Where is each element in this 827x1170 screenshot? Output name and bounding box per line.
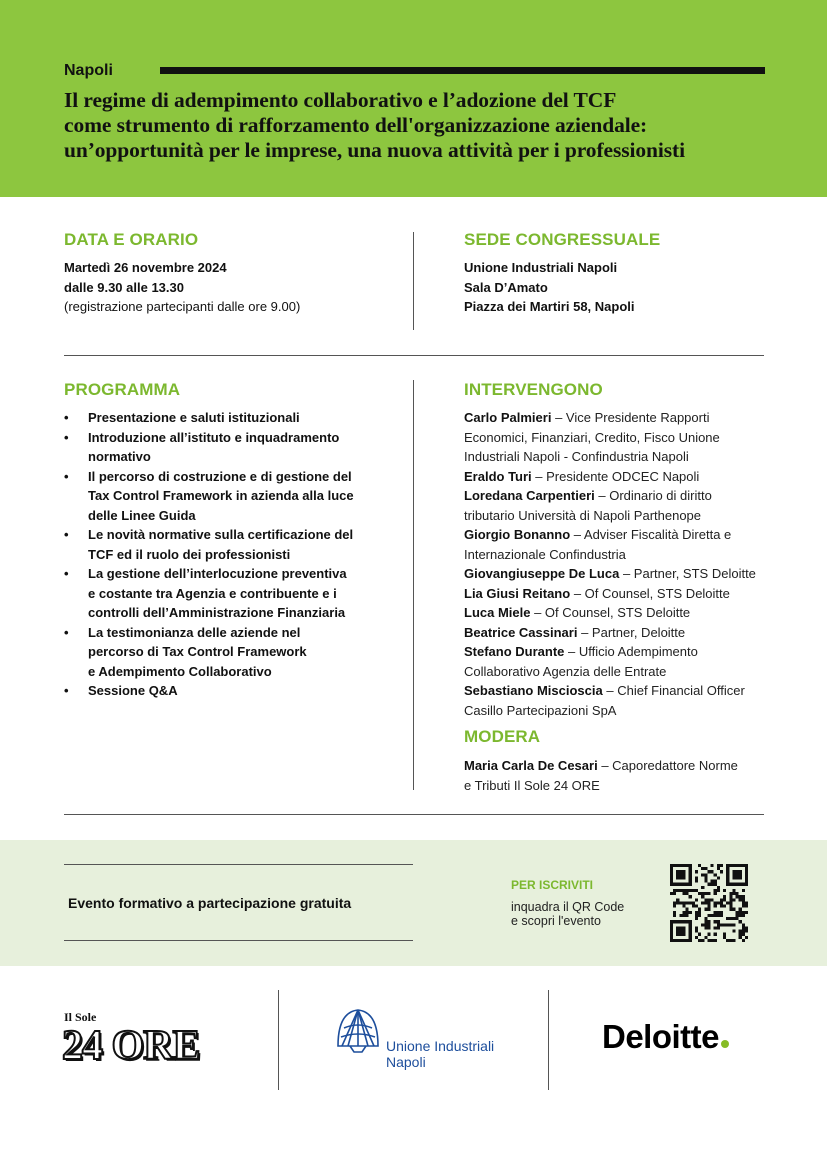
vertical-divider: [413, 232, 414, 330]
logo-divider: [278, 990, 279, 1090]
speaker-role: – Partner, Deloitte: [581, 624, 686, 640]
program-item-line: e costante tra Agenzia e contribuente e i: [88, 585, 337, 601]
title-line: Il regime di adempimento collaborativo e l’adozione del TCF: [64, 88, 617, 112]
speakers-section-title: INTERVENGONO: [464, 380, 603, 399]
speaker-entry: [464, 564, 784, 584]
speaker-role: – Of Counsel, STS Deloitte: [534, 605, 691, 620]
speaker-role: – Ufficio Adempimento: [568, 644, 698, 659]
program-item-line: controlli dell’Amministrazione Finanziaria: [88, 605, 346, 620]
title-line: un’opportunità per le imprese, una nuova attività per i professionisti: [64, 138, 685, 162]
deloitte-dot-icon: [721, 1040, 729, 1048]
program-item-line: Sessione Q&A: [88, 683, 178, 698]
program-item: [64, 623, 374, 682]
header-rule: [160, 67, 765, 74]
shell-emblem-icon: [334, 1006, 382, 1054]
program-item: [64, 525, 374, 564]
speaker-role-line: Internazionale Confindustria: [464, 546, 626, 562]
moderator-role-line: e Tributi Il Sole 24 ORE: [464, 777, 600, 793]
speaker-entry: [464, 486, 784, 525]
venue-line: Piazza dei Martiri 58, Napoli: [464, 299, 635, 314]
program-item-line: TCF ed il ruolo dei professionisti: [88, 546, 291, 562]
speaker-name: Loredana Carpentieri: [464, 488, 595, 503]
program-item-line: normativo: [88, 449, 151, 464]
register-title: PER ISCRIVITI: [511, 878, 594, 892]
register-instructions: [511, 900, 651, 928]
speaker-entry: [464, 525, 784, 564]
il-sole-24-ore-logo: [62, 1010, 232, 1072]
speakers-list: [464, 408, 784, 720]
program-item-line: Tax Control Framework in azienda alla luce: [88, 488, 354, 503]
speaker-entry: [464, 623, 784, 643]
sole-logo-big-text: 24 ORE: [62, 1023, 200, 1069]
header-band: [0, 0, 827, 197]
speaker-name: Stefano Durante: [464, 644, 565, 659]
ui-logo-line: Unione Industriali: [386, 1038, 495, 1054]
speaker-role: – Adviser Fiscalità Diretta e: [573, 527, 732, 542]
deloitte-logo-text: Deloitte: [602, 1018, 720, 1055]
speaker-role: – Chief Financial Officer: [606, 683, 745, 698]
qr-code-icon[interactable]: [670, 864, 748, 942]
speaker-role: – Of Counsel, STS Deloitte: [573, 585, 730, 601]
speaker-role: – Partner, STS Deloitte: [622, 566, 756, 581]
program-item-line: Presentazione e saluti istituzionali: [88, 410, 300, 425]
register-line: inquadra il QR Code: [511, 900, 625, 914]
speaker-role-line: Economici, Finanziari, Credito, Fisco Unione: [464, 429, 720, 445]
venue-info: [464, 258, 784, 317]
speaker-entry: [464, 642, 784, 681]
program-item-line: e Adempimento Collaborativo: [88, 663, 272, 679]
speaker-role: – Ordinario di diritto: [598, 488, 712, 503]
speaker-entry: [464, 408, 784, 467]
program-item-line: Le novità normative sulla certificazione del: [88, 527, 354, 542]
moderator-section-title: MODERA: [464, 727, 541, 746]
speaker-entry: [464, 603, 784, 623]
section-divider: [64, 355, 764, 356]
title-line: come strumento di rafforzamento dell'organizzazione aziendale:: [64, 113, 648, 137]
program-item-line: La gestione dell’interlocuzione preventiva: [88, 566, 347, 581]
program-item: [64, 467, 374, 526]
bullet-icon: •: [64, 683, 69, 698]
speaker-role-line: tributario Università di Napoli Parthenope: [464, 507, 702, 523]
speaker-name: Beatrice Cassinari: [464, 624, 578, 640]
register-line: e scopri l'evento: [511, 914, 601, 928]
speaker-role: – Vice Presidente Rapporti: [555, 410, 710, 425]
program-item-line: delle Linee Guida: [88, 507, 196, 523]
moderator-name: Maria Carla De Cesari: [464, 758, 598, 773]
program-item: [64, 564, 374, 623]
section-divider: [64, 814, 764, 815]
date-section-title: DATA E ORARIO: [64, 230, 199, 249]
speaker-role-line: Industriali Napoli - Confindustria Napoli: [464, 449, 689, 464]
footer-rule: [64, 864, 413, 865]
date-info: [64, 258, 394, 317]
vertical-divider: [413, 380, 414, 790]
bullet-icon: •: [64, 410, 69, 425]
venue-section-title: SEDE CONGRESSUALE: [464, 230, 661, 249]
program-list: [64, 408, 374, 701]
speaker-name: Sebastiano Miscioscia: [464, 683, 603, 698]
speaker-role: – Presidente ODCEC Napoli: [535, 468, 700, 484]
bullet-icon: •: [64, 624, 69, 640]
bullet-icon: •: [64, 429, 69, 445]
program-item-line: Il percorso di costruzione e di gestione del: [88, 468, 352, 484]
program-item-line: Introduzione all’istituto e inquadramento: [88, 429, 340, 445]
speaker-name: Giorgio Bonanno: [464, 527, 571, 542]
sole-logo-small-text: Il Sole: [64, 1010, 97, 1024]
speaker-name: Carlo Palmieri: [464, 410, 552, 425]
program-item: [64, 428, 374, 467]
program-item: [64, 681, 374, 701]
speaker-role-line: Collaborativo Agenzia delle Entrate: [464, 663, 667, 679]
footer-rule: [64, 940, 413, 941]
logo-divider: [548, 990, 549, 1090]
city-label: Napoli: [64, 62, 113, 79]
event-time: dalle 9.30 alle 13.30: [64, 279, 184, 295]
speaker-name: Eraldo Turi: [464, 468, 532, 484]
free-event-label: Evento formativo a partecipazione gratuita: [68, 895, 352, 911]
bullet-icon: •: [64, 566, 69, 581]
speaker-role-line: Casillo Partecipazioni SpA: [464, 702, 617, 718]
program-item-line: La testimonianza delle aziende nel: [88, 624, 301, 640]
program-item: [64, 408, 374, 428]
speaker-name: Giovangiuseppe De Luca: [464, 566, 620, 581]
bullet-icon: •: [64, 468, 69, 484]
speaker-name: Lia Giusi Reitano: [464, 585, 571, 601]
speaker-entry: [464, 681, 784, 720]
speaker-entry: [464, 584, 784, 604]
bullet-icon: •: [64, 527, 69, 542]
event-date: Martedì 26 novembre 2024: [64, 260, 227, 275]
speaker-name: Luca Miele: [464, 605, 531, 620]
deloitte-logo: [602, 1018, 729, 1056]
program-item-line: percorso di Tax Control Framework: [88, 644, 307, 659]
moderator-info: [464, 756, 774, 795]
moderator-role: – Caporedattore Norme: [601, 758, 738, 773]
ui-logo-line: Napoli: [386, 1054, 426, 1070]
venue-line: Sala D’Amato: [464, 279, 548, 295]
program-section-title: PROGRAMMA: [64, 380, 181, 399]
speaker-entry: [464, 467, 784, 487]
venue-line: Unione Industriali Napoli: [464, 260, 618, 275]
unione-industriali-logo: [334, 1006, 514, 1076]
event-title: [64, 88, 784, 163]
registration-note: (registrazione partecipanti dalle ore 9.00): [64, 299, 301, 314]
